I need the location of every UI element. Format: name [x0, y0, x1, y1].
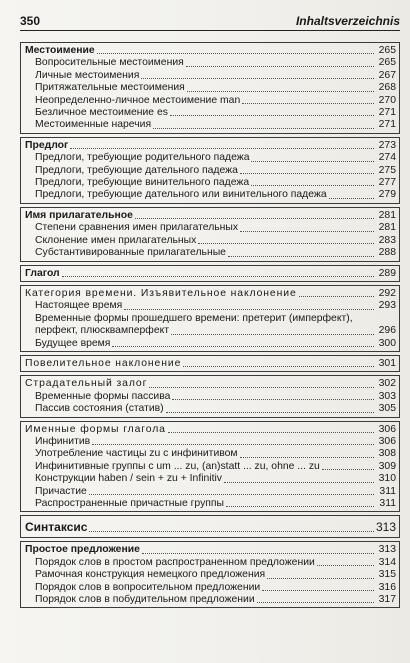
toc-section-simple-sentence [20, 541, 400, 608]
toc-section-heading: Простое предложение 313 [25, 544, 396, 556]
toc-entry: Инфинитивные группы с um ... zu, (an)statt ... zu, ohne ... zu 309 [35, 460, 396, 472]
toc-section-heading: Предлог 273 [25, 139, 396, 151]
toc-section-verb [20, 265, 400, 282]
toc-entry: Употребление частицы zu с инфинитивом 308 [35, 448, 396, 460]
toc-section-preposition [20, 137, 400, 204]
toc-section-passive [20, 375, 400, 417]
toc-entry: Порядок слов в побудительном предложении 317 [35, 594, 396, 606]
toc-entry: Безличное местоимение es 271 [35, 107, 396, 119]
toc-section-heading: Повелительное наклонение 301 [25, 357, 396, 369]
toc-entry-first-line: Временные формы прошедшего времени: претерит (имперфект), [35, 312, 353, 324]
toc-entry: Порядок слов в простом распространенном предложении 314 [35, 556, 396, 568]
toc-entry: Причастие 311 [35, 485, 396, 497]
toc-section-imperative [20, 355, 400, 372]
toc-section-pronoun [20, 42, 400, 134]
toc-entry: Будущее время 300 [35, 337, 396, 349]
toc-entry: Предлоги, требующие родительного падежа 274 [35, 152, 396, 164]
toc-section-heading: Имя прилагательное 281 [25, 209, 396, 221]
toc-entry-continuation: перфект, плюсквамперфект 296 [35, 325, 396, 337]
toc-entry: Предлоги, требующие дательного или винительного падежа 279 [35, 189, 396, 201]
toc-entry: Временные формы пассива 303 [35, 390, 396, 402]
table-of-contents [20, 42, 400, 611]
toc-section-heading: Категория времени. Изъявительное наклонение 292 [25, 287, 396, 299]
toc-entry: Пассив состояния (статив) 305 [35, 403, 396, 415]
page-header [20, 10, 400, 31]
toc-entry: Предлоги, требующие дательного падежа 275 [35, 164, 396, 176]
toc-entry: Неопределенно-личное местоимение man 270 [35, 94, 396, 106]
toc-entry: Личные местоимения 267 [35, 69, 396, 81]
toc-section-heading: Глагол 289 [25, 267, 396, 279]
running-head: Inhaltsverzeichnis [295, 14, 400, 28]
toc-entry: Предлоги, требующие винительного падежа 277 [35, 177, 396, 189]
toc-section-heading: Именные формы глагола 306 [25, 423, 396, 435]
toc-section-adjective [20, 207, 400, 262]
toc-section-tense [20, 285, 400, 352]
toc-entry: Местоименные наречия 271 [35, 119, 396, 131]
toc-entry: Субстантивированные прилагательные 288 [35, 247, 396, 259]
toc-entry: Притяжательные местоимения 268 [35, 82, 396, 94]
toc-entry: Распространенные причастные группы 311 [35, 498, 396, 509]
toc-entry: Конструкции haben / sein + zu + Infinitiv 310 [35, 473, 396, 485]
toc-section-nominal-forms [20, 421, 400, 513]
toc-entry: Рамочная конструкция немецкого предложения 315 [35, 569, 396, 581]
toc-entry: Степени сравнения имен прилагательных 281 [35, 222, 396, 234]
page-number: 350 [20, 14, 41, 28]
toc-entry: Настоящее время 293 [35, 300, 396, 312]
toc-section-heading: Местоимение 265 [25, 45, 396, 56]
toc-section-syntax [20, 515, 400, 538]
toc-entry: Склонение имен прилагательных 283 [35, 234, 396, 246]
toc-part-heading: Синтаксис 313 [25, 520, 396, 535]
toc-entry: Инфинитив 306 [35, 435, 396, 447]
toc-entry: Вопросительные местоимения 265 [35, 57, 396, 69]
toc-section-heading: Страдательный залог 302 [25, 378, 396, 390]
toc-entry: Порядок слов в вопросительном предложении 316 [35, 581, 396, 593]
